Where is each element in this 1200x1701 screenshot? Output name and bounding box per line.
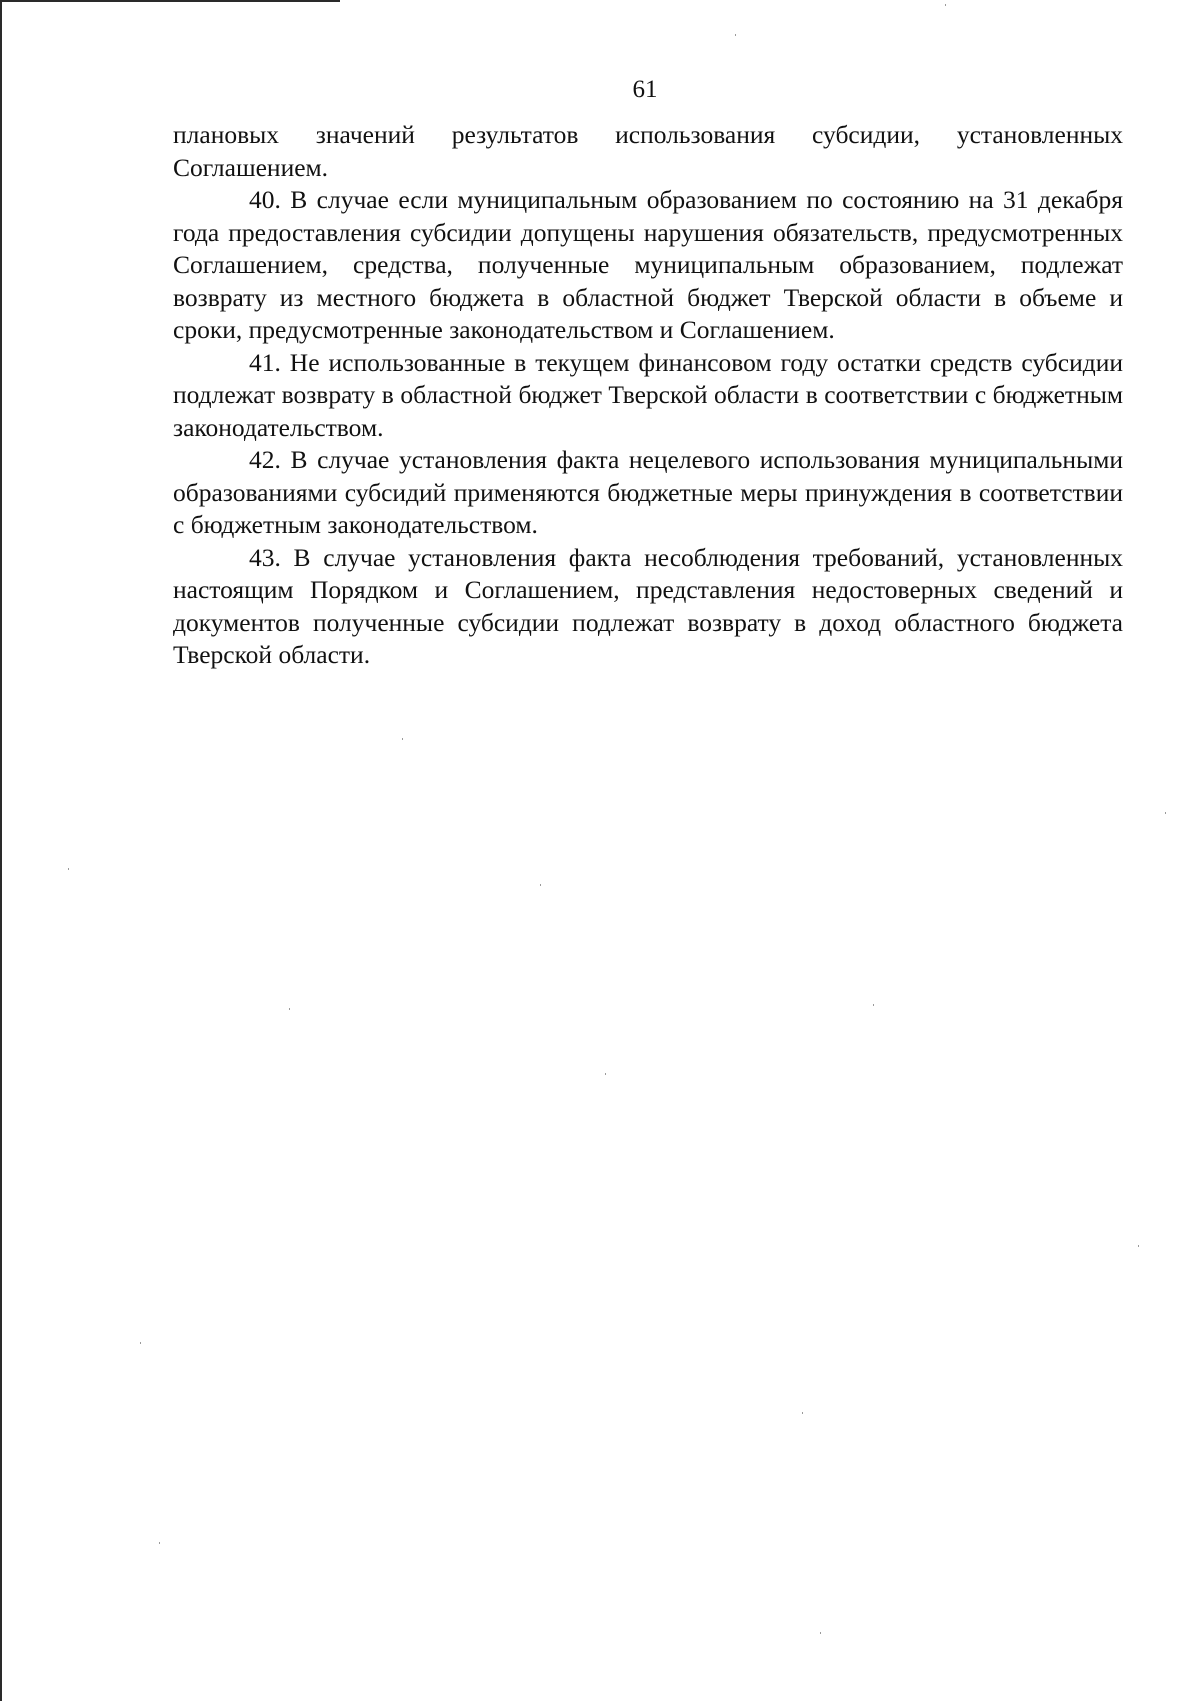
paragraph-43 bbox=[173, 542, 1123, 672]
page-number: 61 bbox=[632, 76, 658, 103]
document-body bbox=[173, 119, 1123, 672]
paragraph-number: 43. bbox=[249, 542, 281, 572]
paragraph-text: плановых значений результатов использования субсидии, установленных Соглашением. bbox=[173, 120, 1123, 182]
paragraph-text: В случае если муниципальным образованием по состоянию на 31 декабря года предоставления субсидии допущены нарушения обязательств, предусмотренных Соглашением, средства, полученные муниципальным образованием, подлежат возврату из местного бюджета в областной бюджет Тверской области в объеме и сроки, предусмотренные законодательством и Соглашением. bbox=[173, 185, 1123, 344]
scan-speck bbox=[605, 1073, 606, 1075]
scan-speck bbox=[820, 1632, 821, 1634]
scan-speck bbox=[68, 868, 69, 870]
scan-speck bbox=[159, 1542, 160, 1544]
scan-edge-top bbox=[0, 0, 340, 2]
scan-speck bbox=[402, 738, 403, 740]
paragraph-text: В случае установления факта несоблюдения требований, установленных настоящим Порядком и Соглашением, представления недостоверных сведений и документов полученные субсидии подлежат возврату в доход областного бюджета Тверской области. bbox=[173, 542, 1123, 669]
scan-speck bbox=[735, 34, 736, 36]
scan-speck bbox=[945, 4, 946, 6]
scan-speck bbox=[1165, 812, 1166, 814]
scan-edge-left bbox=[0, 0, 2, 1701]
paragraph-number: 40. bbox=[249, 185, 281, 214]
paragraph-text: В случае установления факта нецелевого использования муниципальными образованиями субсидий применяются бюджетные меры принуждения в соответствии с бюджетным законодательством. bbox=[173, 445, 1123, 539]
scan-speck bbox=[802, 1412, 803, 1414]
paragraph-40 bbox=[173, 184, 1123, 347]
scan-speck bbox=[1138, 1245, 1139, 1247]
paragraph-number: 42. bbox=[249, 445, 281, 474]
scan-speck bbox=[873, 1004, 874, 1006]
scan-speck bbox=[140, 1342, 141, 1344]
paragraph-text: Не использованные в текущем финансовом году остатки средств субсидии подлежат возврату в областной бюджет Тверской области в соответствии с бюджетным законодательством. bbox=[173, 347, 1123, 442]
paragraph-number: 41. bbox=[249, 347, 281, 377]
scan-speck bbox=[540, 884, 541, 886]
paragraph-continuation bbox=[173, 119, 1123, 184]
paragraph-41 bbox=[173, 347, 1123, 445]
paragraph-42 bbox=[173, 444, 1123, 542]
scan-speck bbox=[289, 1008, 290, 1010]
